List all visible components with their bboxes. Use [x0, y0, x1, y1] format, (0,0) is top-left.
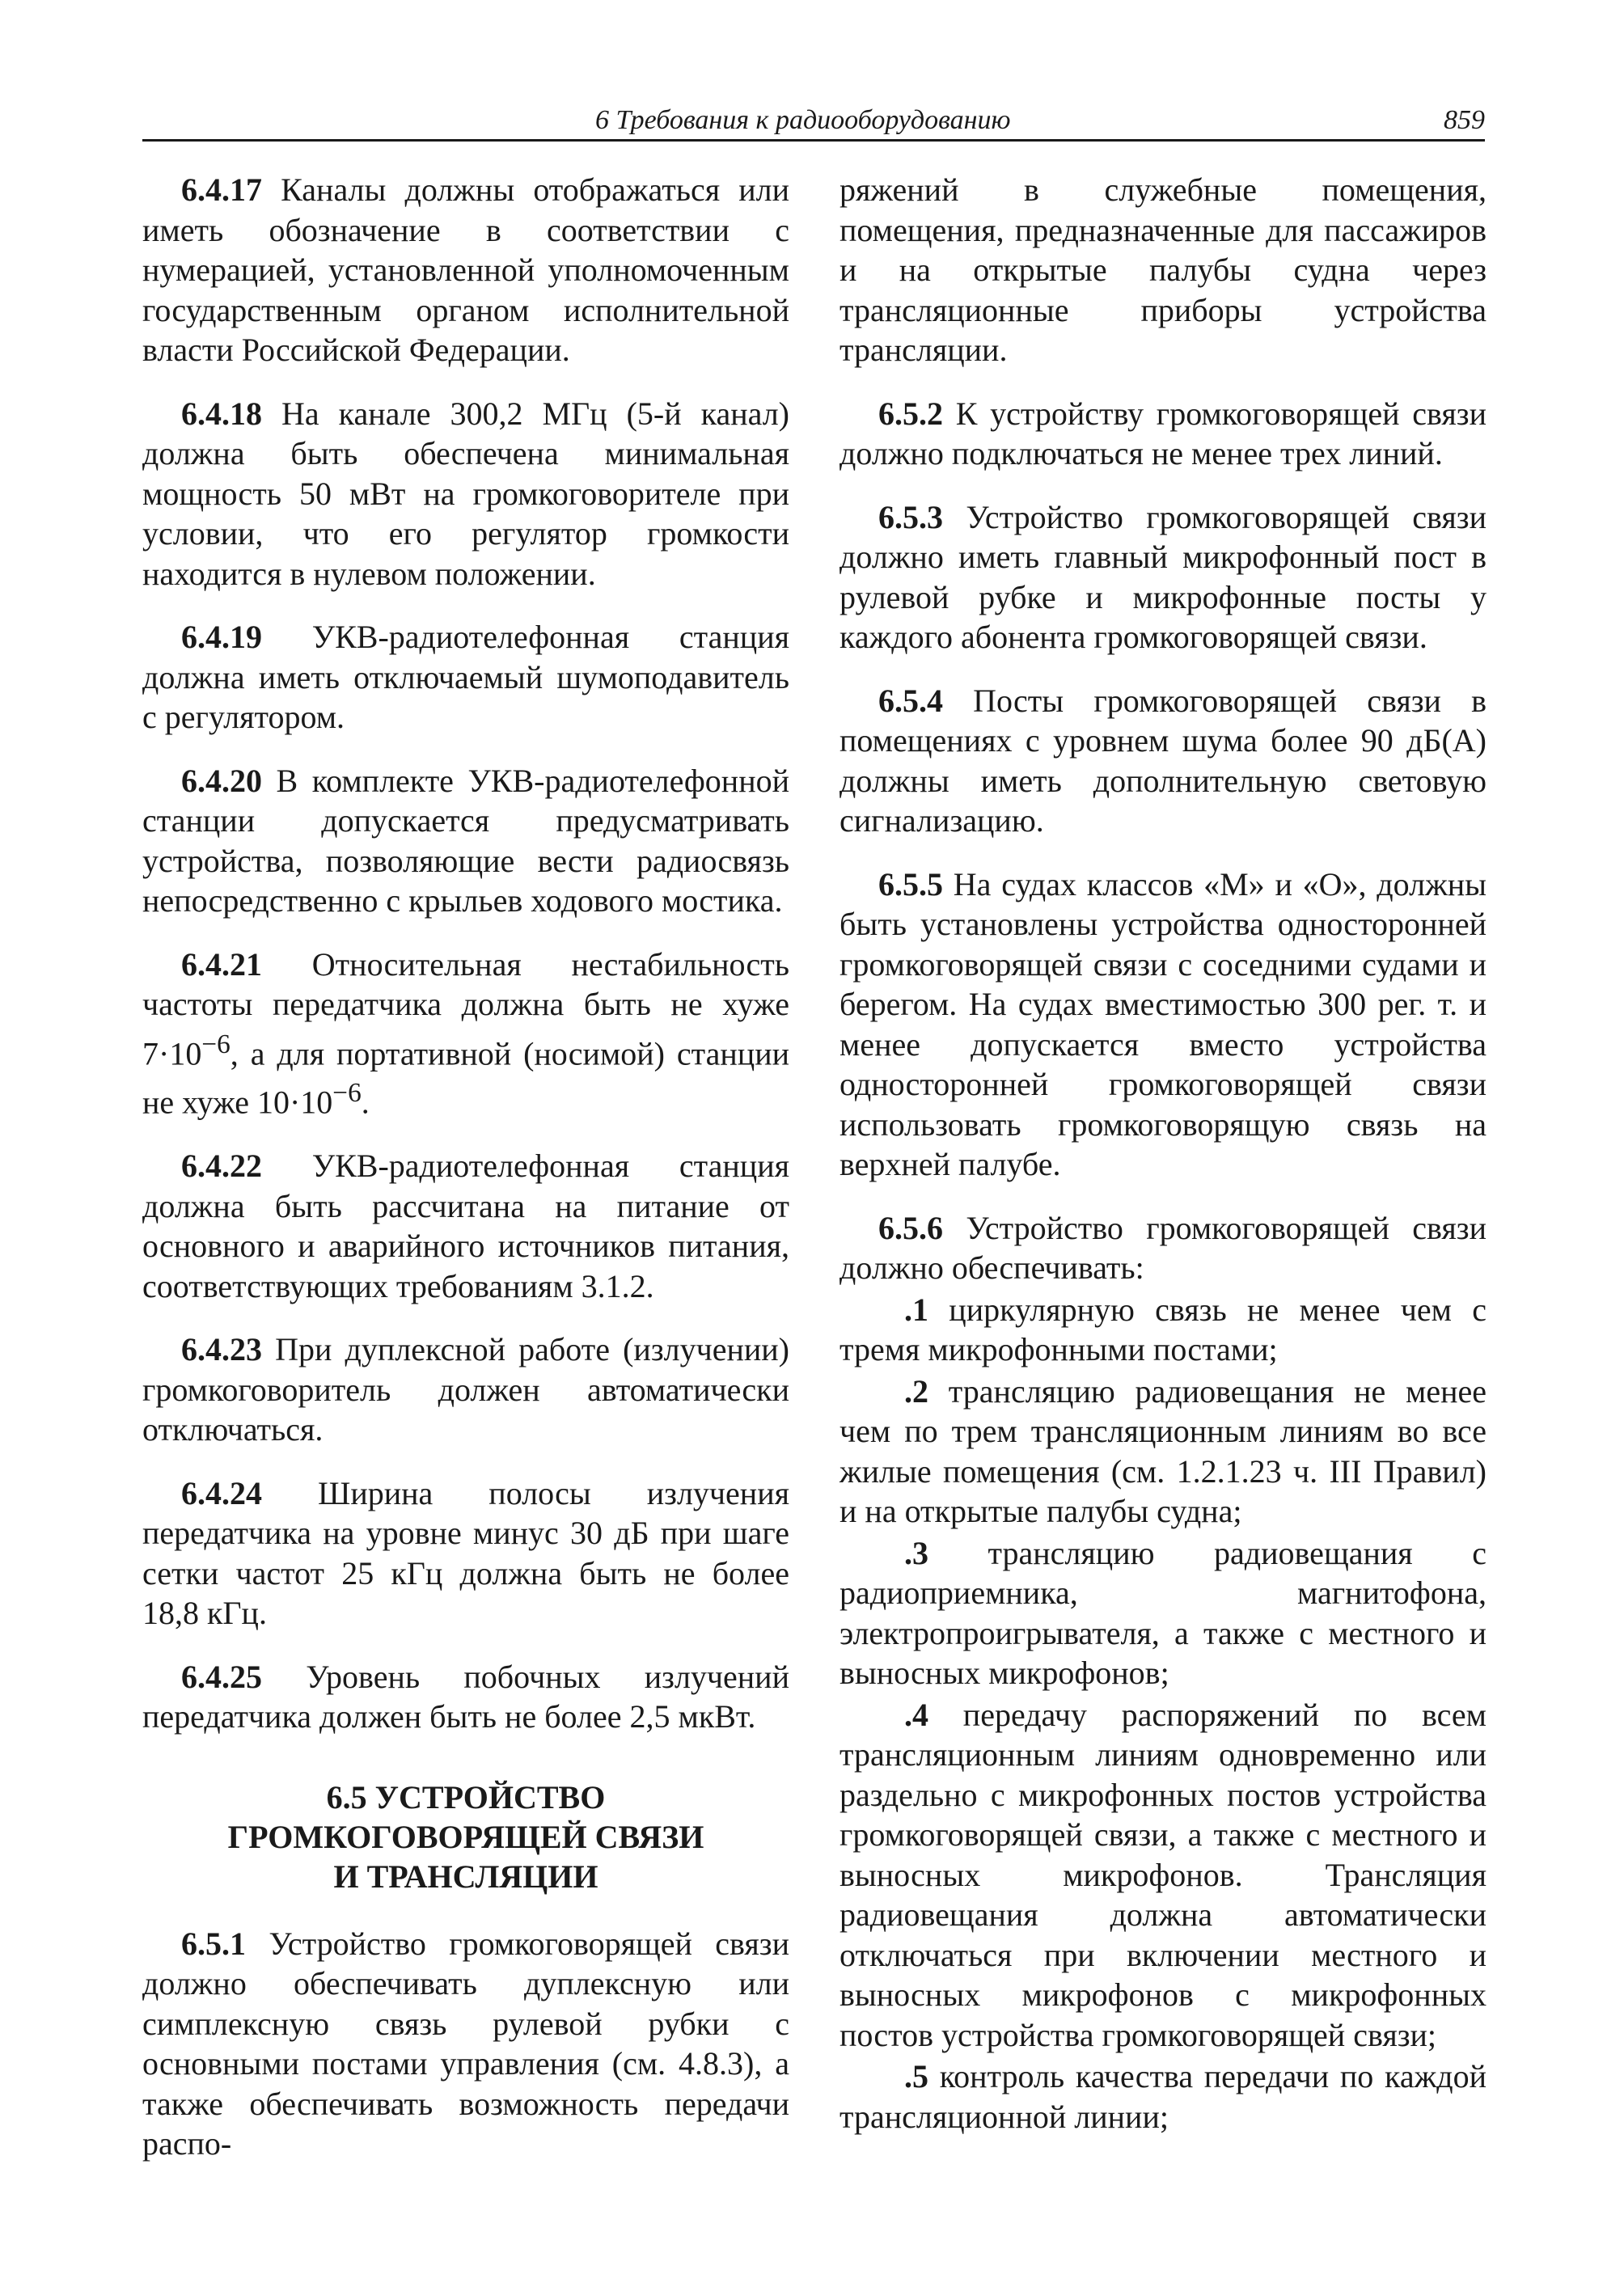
paragraph-6-4-22 [142, 1146, 789, 1306]
paragraph-6-5-1 [142, 1924, 789, 2164]
paragraph-text: Уровень побочных излучений передатчика должен быть не более 2,5 мкВт. [142, 1658, 789, 1735]
section-heading-line: 6.5 УСТРОЙСТВО [326, 1778, 606, 1815]
paragraph-6-5-5 [839, 864, 1487, 1185]
section-heading-line: И ТРАНСЛЯЦИИ [333, 1858, 598, 1895]
list-item [839, 2056, 1487, 2137]
list-item [839, 1695, 1487, 2056]
item-number: .4 [904, 1696, 928, 1733]
paragraph-text: УКВ-радиотелефонная станция должна иметь отключаемый шумоподавитель с регулятором. [142, 619, 789, 735]
item-text: передачу распоряжений по всем трансляционным линиям одновременно или раздельно с микрофонных постов устройства громкоговорящей связи, а также с местного и выносных микрофонов. Трансляция радиовещания должна автоматически отключаться при включении местного и выносных микрофонов с микрофонных постов устройства громкоговорящей связи; [839, 1696, 1487, 2053]
paragraph-text: В комплекте УКВ-радиотелефонной станции допускается предусматривать устройства, позволяющие вести радиосвязь непосредственно с крыльев ходового мостика. [142, 762, 789, 919]
exponent: −6 [201, 1029, 230, 1059]
section-heading [142, 1777, 789, 1896]
paragraph-text: Посты громкоговорящей связи в помещениях с уровнем шума более 90 дБ(А) должны иметь дополнительную световую сигнализацию. [839, 682, 1487, 839]
paragraph-text: . [361, 1084, 370, 1121]
paragraph-6-4-21 [142, 945, 789, 1123]
item-text: трансляцию радиовещания не менее чем по трем трансляционным линиям во все жилые помещения (см. 1.2.1.23 ч. III Правил) и на открытые палубы судна; [839, 1372, 1487, 1529]
paragraph-6-4-17 [142, 170, 789, 370]
paragraph-6-5-6 [839, 1208, 1487, 1288]
paragraph-6-4-18 [142, 394, 789, 594]
item-number: .3 [904, 1534, 928, 1571]
paragraph-number: 6.4.24 [181, 1474, 262, 1511]
paragraph-number: 6.5.1 [181, 1925, 246, 1962]
paragraph-number: 6.4.23 [181, 1331, 262, 1368]
exponent: −6 [332, 1078, 362, 1109]
paragraph-text: К устройству громкоговорящей связи должно подключаться не менее трех линий. [839, 395, 1487, 471]
item-number: .5 [904, 2058, 928, 2094]
paragraph-number: 6.4.21 [181, 945, 262, 983]
paragraph-number: 6.5.3 [878, 498, 943, 535]
paragraph-6-5-3 [839, 497, 1487, 657]
paragraph-text: Относительная нестабильность частоты передатчика должна быть не хуже 7·10 [142, 945, 789, 1072]
paragraph-6-4-23 [142, 1329, 789, 1450]
paragraph-text: Каналы должны отображаться или иметь обозначение в соответствии с нумерацией, установленной уполномоченным государственным органом исполнительной власти Российской Федерации. [142, 171, 789, 368]
paragraph-text: На судах классов «М» и «О», должны быть установлены устройства односторонней громкоговорящей связи с соседними судами и берегом. На судах вместимостью 300 рег. т. и менее допускается вместо устройства односторонней громкоговорящей связи использовать громкоговорящую связь на верхней палубе. [839, 865, 1487, 1182]
paragraph-text: Устройство громкоговорящей связи должно обеспечивать дуплексную или симплексную связь рулевой рубки с основными постами управления (см. 4.8.3), а также обеспечивать возможность передачи распо- [142, 1925, 789, 2162]
paragraph-continuation: ряжений в служебные помещения, помещения, предназначенные для пассажиров и на открытые палубы судна через трансляционные приборы устройства трансляции. [839, 171, 1487, 368]
section-heading-line: ГРОМКОГОВОРЯЩЕЙ СВЯЗИ [227, 1818, 704, 1855]
paragraph-text: На канале 300,2 МГц (5-й канал) должна быть обеспечена минимальная мощность 50 мВт на громкоговорителе при условии, что его регулятор громкости находится в нулевом положении. [142, 395, 789, 592]
paragraph-6-4-19 [142, 617, 789, 738]
paragraph-number: 6.4.20 [181, 762, 262, 799]
paragraph-number: 6.5.5 [878, 865, 943, 902]
running-header [142, 104, 1485, 142]
item-text: контроль качества передачи по каждой трансляционной линии; [839, 2058, 1487, 2135]
paragraph-number: 6.4.19 [181, 619, 262, 655]
item-text: трансляцию радиовещания с радиоприемника, магнитофона, электропроигрывателя, а также с местного и выносных микрофонов; [839, 1534, 1487, 1691]
paragraph-6-5-4 [839, 681, 1487, 841]
list-item [839, 1290, 1487, 1370]
item-number: .2 [904, 1372, 928, 1410]
header-title: 6 Требования к радиооборудованию [595, 105, 1011, 135]
paragraph-number: 6.5.2 [878, 395, 943, 432]
item-text: циркулярную связь не менее чем с тремя микрофонными постами; [839, 1291, 1487, 1367]
paragraph-6-4-20 [142, 761, 789, 921]
list-item [839, 1372, 1487, 1532]
paragraph-text: Устройство громкоговорящей связи должно иметь главный микрофонный пост в рулевой рубке и микрофонные посты у каждого абонента громкоговорящей связи. [839, 498, 1487, 655]
paragraph-text: Ширина полосы излучения передатчика на уровне минус 30 дБ при шаге сетки частот 25 кГц должна быть не более 18,8 кГц. [142, 1474, 789, 1632]
paragraph-number: 6.4.22 [181, 1148, 262, 1185]
paragraph-number: 6.4.17 [181, 171, 262, 208]
page-number: 859 [1444, 105, 1485, 135]
paragraph-number: 6.5.6 [878, 1209, 943, 1246]
paragraph-text: УКВ-радиотелефонная станция должна быть рассчитана на питание от основного и аварийного источников питания, соответствующих требованиям 3.1.2. [142, 1148, 789, 1304]
paragraph-text: , а для портативной (носимой) станции не хуже 10·10 [142, 1034, 789, 1121]
paragraph-text: Устройство громкоговорящей связи должно обеспечивать: [839, 1209, 1487, 1286]
paragraph-6-4-25 [142, 1657, 789, 1737]
left-column [142, 170, 789, 2187]
paragraph-6-4-24 [142, 1473, 789, 1634]
paragraph-6-5-2 [839, 394, 1487, 474]
paragraph-number: 6.4.18 [181, 395, 262, 432]
paragraph-number: 6.5.4 [878, 682, 943, 719]
paragraph-text: При дуплексной работе (излучении) громкоговоритель должен автоматически отключаться. [142, 1331, 789, 1448]
right-column [839, 170, 1487, 2138]
item-number: .1 [904, 1291, 928, 1328]
paragraph-number: 6.4.25 [181, 1658, 262, 1695]
list-item [839, 1533, 1487, 1693]
